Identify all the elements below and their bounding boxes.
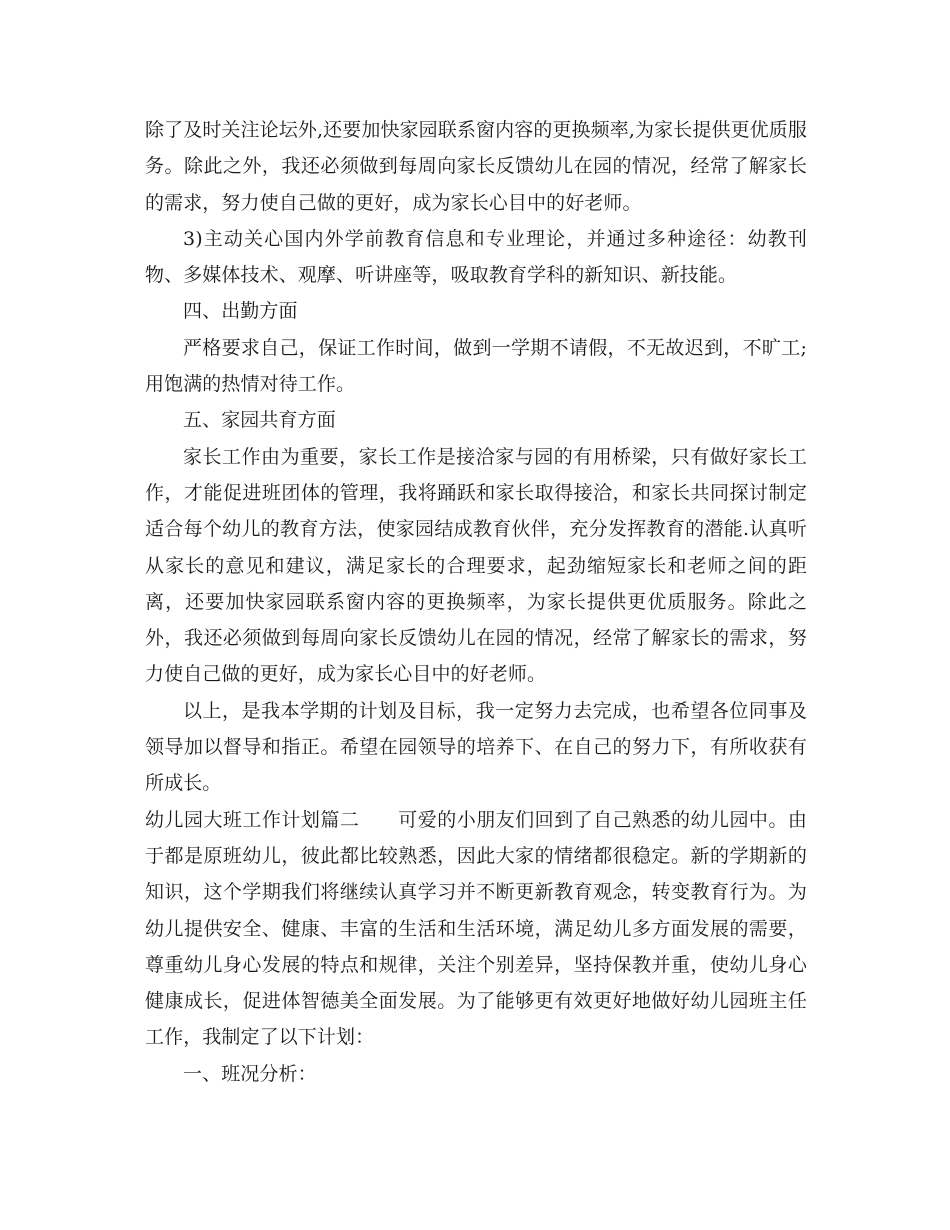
section-heading-class-analysis: 一、班况分析： (183, 1062, 317, 1085)
document-body (145, 112, 807, 1092)
section-heading-attendance: 四、出勤方面 (183, 300, 298, 323)
paragraph-attendance: 严格要求自己，保证工作时间，做到一学期不请假，不无故迟到，不旷工;用饱满的热情对待工作。 (145, 336, 807, 396)
paragraph-home-school: 家长工作由为重要，家长工作是接洽家与园的有用桥梁，只有做好家长工作，才能促进班团体的管理，我将踊跃和家长取得接洽，和家长共同探讨制定适合每个幼儿的教育方法，使家园结成教育伙伴，充分发挥教育的潜能.认真听从家长的意见和建议，满足家长的合理要求，起劲缩短家长和老师之间的距离，还要加快家园联系窗内容的更换频率，为家长提供更优质服务。除此之外，我还必须做到每周向家长反馈幼儿在园的情况，经常了解家长的需求，努力使自己做的更好，成为家长心目中的好老师。 (145, 445, 807, 686)
paragraph-item-3: 3)主动关心国内外学前教育信息和专业理论，并通过多种途径：幼教刊物、多媒体技术、观摩、听讲座等，吸取教育学科的新知识、新技能。 (145, 227, 807, 287)
paragraph-conclusion: 以上，是我本学期的计划及目标，我一定努力去完成，也希望各位同事及领导加以督导和指正。希望在园领导的培养下、在自己的努力下，有所收获有所成长。 (145, 699, 807, 795)
paragraph-plan-two-intro: 幼儿园大班工作计划篇二 可爱的小朋友们回到了自己熟悉的幼儿园中。由于都是原班幼儿，彼此都比较熟悉，因此大家的情绪都很稳定。新的学期新的知识，这个学期我们将继续认真学习并不断更新教育观念，转变教育行为。为幼儿提供安全、健康、丰富的生活和生活环境，满足幼儿多方面发展的需要，尊重幼儿身心发展的特点和规律，关注个别差异，坚持保教并重，使幼儿身心健康成长，促进体智德美全面发展。为了能够更有效更好地做好幼儿园班主任工作，我制定了以下计划： (145, 808, 807, 1049)
section-heading-home-school: 五、家园共育方面 (183, 409, 336, 432)
paragraph-continuation: 除了及时关注论坛外,还要加快家园联系窗内容的更换频率,为家长提供更优质服务。除此之外，我还必须做到每周向家长反馈幼儿在园的情况，经常了解家长的需求，努力使自己做的更好，成为家长心目中的好老师。 (145, 119, 807, 214)
